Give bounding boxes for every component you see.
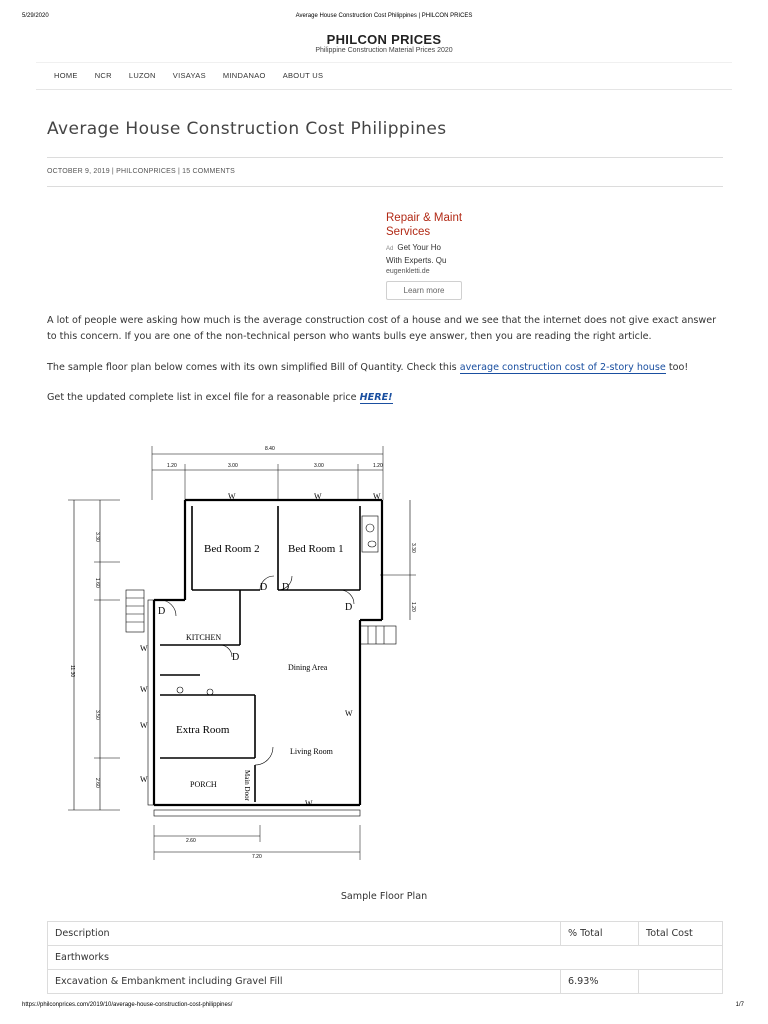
dim-top-total: 8.40 (265, 446, 275, 452)
excel-paragraph (47, 390, 727, 406)
dim-left-4: 2.60 (94, 778, 100, 788)
nav-home[interactable]: HOME (54, 71, 78, 80)
floor-plan-paragraph (47, 360, 727, 376)
row-percent: 6.93% (561, 970, 639, 994)
here-link[interactable]: HERE! (359, 392, 393, 403)
dim-left-2: 1.60 (94, 578, 100, 588)
room-living-room: Living Room (290, 747, 333, 756)
row-description: Excavation & Embankment including Gravel Fill (48, 970, 561, 994)
section-earthworks: Earthworks (48, 946, 723, 970)
dim-right-2: 1.20 (410, 602, 416, 612)
ad-unit[interactable] (386, 211, 464, 306)
header-percent-total: % Total (561, 922, 639, 946)
door-label: D (345, 602, 353, 613)
room-bed-room-2: Bed Room 2 (204, 543, 260, 555)
print-date: 5/29/2020 (22, 13, 49, 19)
print-footer (0, 1002, 768, 1012)
ad-body-line-1: Get Your Ho (397, 243, 441, 252)
window-label: W (140, 685, 148, 694)
room-bed-room-1: Bed Room 1 (288, 543, 344, 555)
main-nav (36, 62, 732, 90)
door-label: D (158, 606, 166, 617)
door-label: D (232, 652, 240, 663)
print-header (0, 13, 768, 23)
floor-plan-image (60, 440, 430, 865)
print-page-title: Average House Construction Cost Philippines | PHILCON PRICES (295, 13, 473, 19)
table-row (48, 970, 723, 994)
door-label: D (282, 582, 290, 593)
title-divider (47, 157, 723, 158)
nav-luzon[interactable]: LUZON (128, 71, 156, 80)
dim-bottom-1: 2.60 (186, 838, 196, 844)
header-total-cost: Total Cost (639, 922, 723, 946)
ad-headline-line-2[interactable]: Services (386, 226, 431, 238)
ad-body (386, 242, 464, 267)
nav-visayas[interactable]: VISAYAS (172, 71, 206, 80)
dim-left-3: 3.50 (94, 710, 100, 720)
window-label: W (314, 492, 322, 501)
dim-top-3: 3.00 (314, 463, 324, 469)
window-label: W (140, 721, 148, 730)
ad-domain[interactable]: eugenkletti.de (386, 268, 430, 275)
window-label: W (140, 775, 148, 784)
dim-top-4: 1.20 (373, 463, 383, 469)
window-label: W (228, 492, 236, 501)
print-page-number: 1/7 (735, 1002, 744, 1008)
dim-right-1: 3.30 (410, 543, 416, 553)
dim-top-1: 1.20 (167, 463, 177, 469)
room-kitchen: KITCHEN (186, 633, 222, 642)
nav-about-us[interactable]: ABOUT US (282, 71, 324, 80)
bill-of-quantity-table (47, 921, 723, 994)
p2-text-before: The sample floor plan below comes with its own simplified Bill of Quantity. Check this (47, 362, 460, 373)
ad-badge: Ad (386, 246, 394, 252)
floor-plan-caption: Sample Floor Plan (340, 891, 428, 902)
ad-headline-line-1[interactable]: Repair & Maint (386, 212, 463, 224)
window-label: W (140, 644, 148, 653)
nav-ncr[interactable]: NCR (94, 71, 112, 80)
label-main-door: Main Door (243, 770, 251, 801)
dim-left-1: 3.30 (94, 532, 100, 542)
ad-learn-more-button[interactable]: Learn more (386, 281, 462, 300)
meta-divider (47, 186, 723, 187)
p3-text-before: Get the updated complete list in excel file for a reasonable price (47, 392, 360, 403)
row-cost (639, 970, 723, 994)
ad-body-line-2: With Experts. Qu (386, 256, 447, 265)
window-label: W (373, 492, 381, 501)
window-label: W (345, 709, 353, 718)
table-section-row (48, 946, 723, 970)
dim-bottom-2: 7.20 (252, 854, 262, 860)
window-label: W (305, 799, 313, 808)
door-label: D (260, 582, 268, 593)
intro-paragraph: A lot of people were asking how much is the average construction cost of a house and we see that the internet does not give exact answer to this concern. If you are one of the non-technical person who wants bulls eye answer, then you are reading the right article. (47, 315, 717, 342)
room-porch: PORCH (190, 780, 217, 789)
dim-left-total: 11.30 (69, 665, 75, 678)
nav-mindanao[interactable]: MINDANAO (222, 71, 266, 80)
room-dining-area: Dining Area (288, 663, 328, 672)
header-description: Description (48, 922, 561, 946)
room-extra-room: Extra Room (176, 724, 230, 736)
post-meta: OCTOBER 9, 2019 | PHILCONPRICES | 15 COMMENTS (47, 168, 235, 175)
ad-headline[interactable] (386, 211, 464, 239)
two-story-cost-link[interactable]: average construction cost of 2-story house (459, 362, 666, 373)
site-tagline: Philippine Construction Material Prices 2020 (315, 47, 453, 54)
table-header-row (48, 922, 723, 946)
print-url: https://philconprices.com/2019/10/average-house-construction-cost-philippines/ (22, 1002, 233, 1008)
post-title: Average House Construction Cost Philippines (47, 119, 447, 139)
p2-text-after: too! (665, 362, 689, 373)
dim-top-2: 3.00 (228, 463, 238, 469)
site-title[interactable]: PHILCON PRICES (326, 32, 442, 47)
